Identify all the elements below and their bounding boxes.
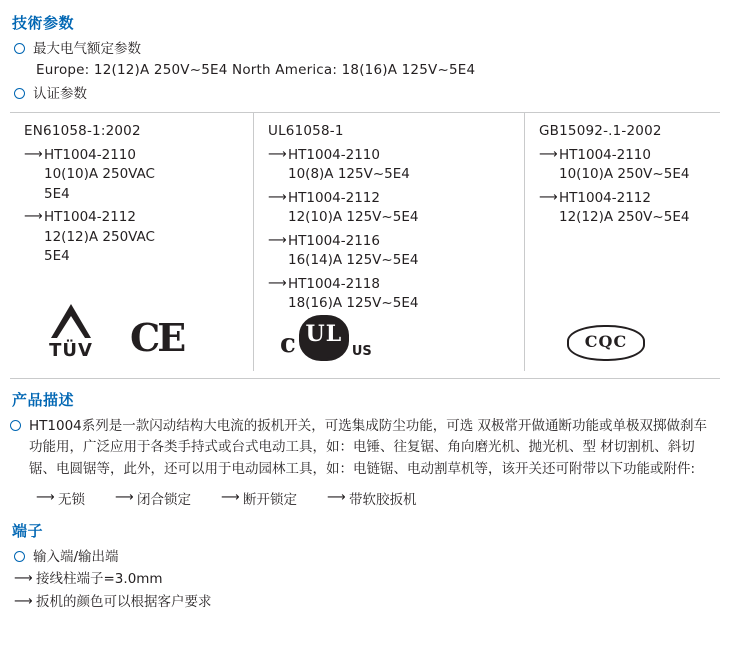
product-description-block xyxy=(10,416,720,482)
section-title-product: 产品描述 xyxy=(12,390,75,409)
arrow-right-icon: ⟶ xyxy=(24,209,43,225)
cert-item-text: 12(12)A 250VAC xyxy=(44,228,155,245)
feature-label: 带软胶扳机 xyxy=(349,492,417,509)
cert-item xyxy=(539,146,714,166)
terminal-item-io xyxy=(14,547,720,567)
cert-column-ul xyxy=(253,113,525,371)
cert-item-text: 18(16)A 125V~5E4 xyxy=(288,295,419,312)
arrow-right-icon: ⟶ xyxy=(268,275,287,291)
cert-item-text: HT1004-2112 xyxy=(559,189,651,206)
tech-bullet-max-rating-label: 最大电气额定参数 xyxy=(33,41,141,57)
cert-item-text: HT1004-2116 xyxy=(288,232,380,249)
arrow-right-icon: ⟶ xyxy=(36,489,55,505)
cert-item xyxy=(268,146,518,166)
cert-item xyxy=(268,275,518,295)
tuv-logo-icon xyxy=(38,304,104,361)
cert-logos-en xyxy=(10,304,253,361)
cert-item-text: HT1004-2110 xyxy=(44,146,136,163)
product-description-text: HT1004系列是一款闪动结构大电流的扳机开关，可选集成防尘功能，可选 双极常开做通断功能或单极双掷做刹车功能用，广泛应用于各类手持式或台式电动工具，如：电锤、往复锯、角向磨光机、抛光机、型 材切割机、斜切锯、电圆锯等，此外，还可以用于电动园林工具，如：电链锯、电动割草机等，该开关还可附带以下功能或附件: xyxy=(29,417,708,478)
cert-item-text: 16(14)A 125V~5E4 xyxy=(288,252,419,269)
arrow-right-icon: ⟶ xyxy=(14,593,33,609)
tuv-logo-label: TÜV xyxy=(49,339,93,361)
tech-bullet-max-rating xyxy=(14,39,720,59)
cqc-logo-icon: CQC xyxy=(567,325,645,361)
arrow-right-icon: ⟶ xyxy=(24,146,43,162)
cert-standard-title: UL61058-1 xyxy=(268,122,344,139)
cert-standard-title: EN61058-1:2002 xyxy=(24,122,141,139)
ul-logo-mark xyxy=(299,315,349,361)
arrow-right-icon: ⟶ xyxy=(268,146,287,162)
cert-item xyxy=(268,189,518,209)
cert-item-text: 10(8)A 125V~5E4 xyxy=(288,166,410,183)
terminal-item-pitch xyxy=(14,569,720,589)
cert-item xyxy=(539,189,714,209)
product-feature-list xyxy=(36,488,720,508)
terminal-item-label: 接线柱端子=3.0mm xyxy=(36,571,163,588)
cert-item-text: 12(12)A 250V~5E4 xyxy=(559,209,690,226)
arrow-right-icon: ⟶ xyxy=(327,489,346,505)
tech-bullet-cert xyxy=(14,84,720,104)
cert-item-text: HT1004-2118 xyxy=(288,275,380,292)
cert-item xyxy=(268,232,518,252)
cert-item-text: 10(10)A 250VAC xyxy=(44,166,155,183)
feature-label: 断开锁定 xyxy=(243,492,297,509)
cert-item-text: 5E4 xyxy=(44,185,70,202)
ring-bullet-icon xyxy=(14,551,25,562)
cert-item-text: 10(10)A 250V~5E4 xyxy=(559,166,690,183)
arrow-right-icon: ⟶ xyxy=(221,489,240,505)
cert-item xyxy=(24,146,247,166)
feature-label: 闭合锁定 xyxy=(137,492,191,509)
cert-item-text: HT1004-2110 xyxy=(288,146,380,163)
section-title-terminal: 端子 xyxy=(12,522,44,541)
cert-logos-gb xyxy=(525,325,720,361)
terminal-item-label: 输入端/输出端 xyxy=(33,549,119,566)
ul-logo-icon xyxy=(280,315,372,361)
arrow-right-icon: ⟶ xyxy=(115,489,134,505)
ring-bullet-icon xyxy=(10,420,21,431)
feature-item xyxy=(221,488,297,508)
section-title-tech: 技術参数 xyxy=(12,14,75,32)
arrow-right-icon: ⟶ xyxy=(268,189,287,205)
tech-rating-values: Europe: 12(12)A 250V~5E4 North America: 18(16)A 125V~5E4 xyxy=(36,62,476,79)
cert-logos-ul xyxy=(254,315,524,361)
terminal-item-color xyxy=(14,592,720,612)
ce-logo-icon: CE xyxy=(130,314,184,360)
ul-logo-label: UL xyxy=(305,320,343,347)
cert-item-text: HT1004-2112 xyxy=(288,189,380,206)
arrow-right-icon: ⟶ xyxy=(539,189,558,205)
certification-table xyxy=(10,113,720,371)
ul-logo-c: c xyxy=(280,328,296,359)
feature-item xyxy=(327,488,417,508)
tech-bullet-cert-label: 认证参数 xyxy=(33,86,87,103)
cert-item-text: 12(10)A 125V~5E4 xyxy=(288,209,419,226)
arrow-right-icon: ⟶ xyxy=(539,146,558,162)
arrow-right-icon: ⟶ xyxy=(14,571,33,587)
cert-column-en xyxy=(10,113,253,371)
arrow-right-icon: ⟶ xyxy=(268,232,287,248)
feature-item xyxy=(36,488,85,508)
cert-item xyxy=(24,208,247,228)
feature-label: 无锁 xyxy=(58,492,85,509)
cert-column-gb xyxy=(525,113,720,371)
terminal-item-label: 扳机的颜色可以根据客户要求 xyxy=(36,593,212,610)
feature-item xyxy=(115,488,191,508)
cert-item-text: HT1004-2110 xyxy=(559,146,651,163)
ring-bullet-icon xyxy=(14,88,25,99)
cert-standard-title: GB15092-.1-2002 xyxy=(539,122,662,139)
cert-item-text: HT1004-2112 xyxy=(44,209,136,226)
divider-bottom xyxy=(10,378,720,379)
ul-logo-us: US xyxy=(351,343,372,359)
cert-item-text: 5E4 xyxy=(44,248,70,265)
ring-bullet-icon xyxy=(14,43,25,54)
